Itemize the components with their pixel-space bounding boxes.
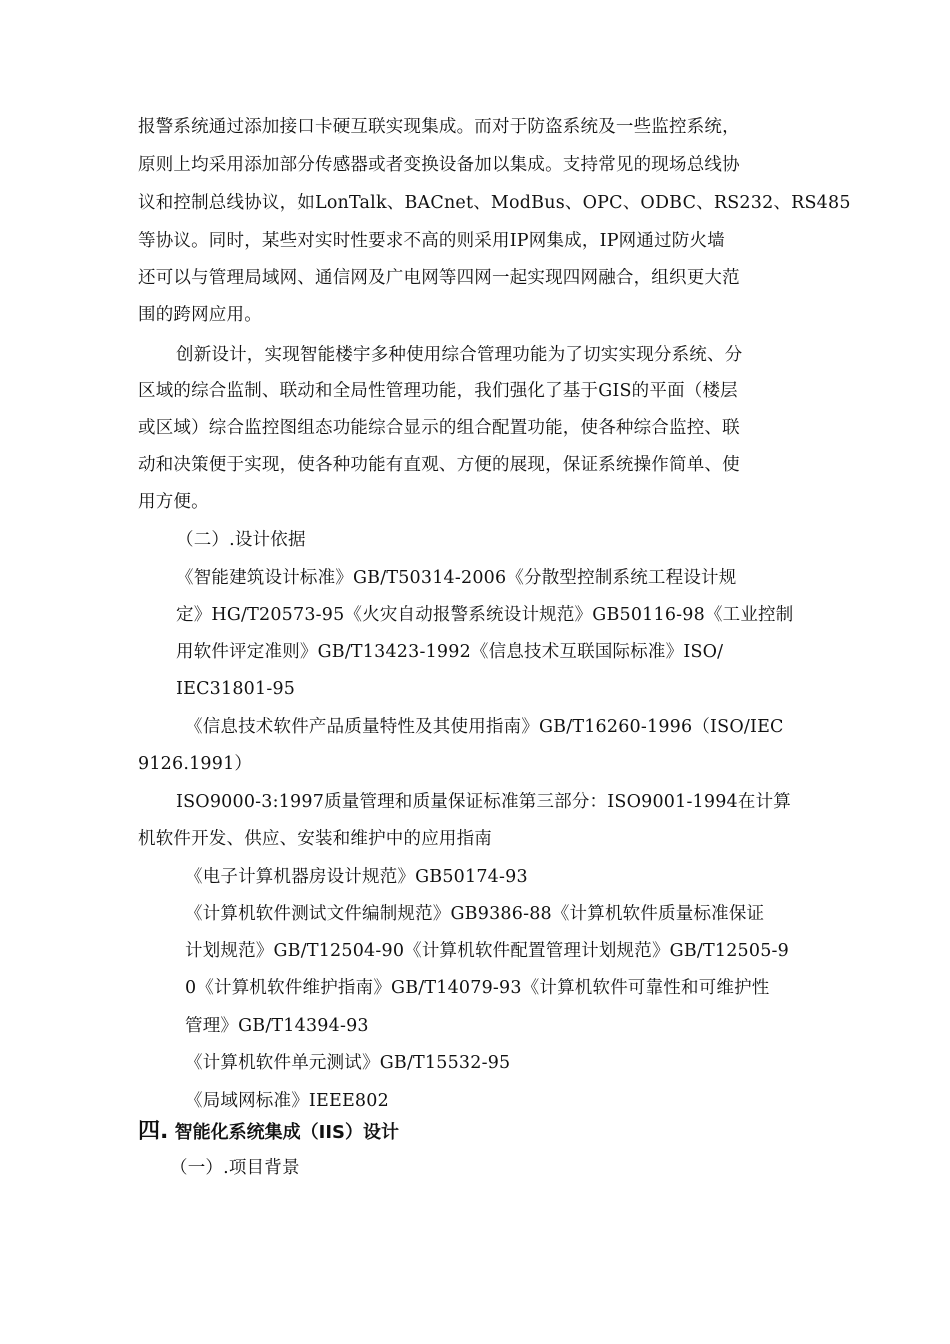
reference-line: 机软件开发、供应、安装和维护中的应用指南 bbox=[138, 829, 492, 849]
reference-line: 计划规范》GB/T12504-90《计算机软件配置管理计划规范》GB/T12505-9 bbox=[185, 941, 789, 961]
chapter-number: 四. bbox=[138, 1119, 169, 1144]
paragraph-1-line: 议和控制总线协议，如LonTalk、BACnet、ModBus、OPC、ODBC、RS232、RS485 bbox=[138, 193, 851, 213]
paragraph-2-line: 动和决策便于实现，使各种功能有直观、方便的展现，保证系统操作简单、使 bbox=[138, 455, 740, 475]
subsection-title: （一）.项目背景 bbox=[170, 1158, 300, 1178]
reference-line: 《电子计算机器房设计规范》GB50174-93 bbox=[185, 867, 528, 887]
paragraph-1-line: 报警系统通过添加接口卡硬互联实现集成。而对于防盗系统及一些监控系统， bbox=[138, 117, 740, 137]
section-title: （二）.设计依据 bbox=[176, 530, 306, 550]
reference-line: ISO9000-3:1997质量管理和质量保证标准第三部分：ISO9001-1994在计算 bbox=[176, 792, 791, 812]
paragraph-1-line: 等协议。同时，某些对实时性要求不高的则采用IP网集成，IP网通过防火墙 bbox=[138, 231, 725, 251]
reference-line: IEC31801-95 bbox=[176, 679, 296, 699]
reference-line: 定》HG/T20573-95《火灾自动报警系统设计规范》GB50116-98《工业控制 bbox=[176, 605, 794, 625]
reference-line: 9126.1991） bbox=[138, 754, 253, 774]
chapter-heading bbox=[138, 1119, 399, 1146]
paragraph-1-line: 原则上均采用添加部分传感器或者变换设备加以集成。支持常见的现场总线协 bbox=[138, 155, 740, 175]
reference-line: 《局域网标准》IEEE802 bbox=[185, 1091, 389, 1111]
paragraph-2-line: 或区域）综合监控图组态功能综合显示的组合配置功能，使各种综合监控、联 bbox=[138, 418, 740, 438]
reference-line: 《计算机软件测试文件编制规范》GB9386-88《计算机软件质量标准保证 bbox=[185, 904, 765, 924]
reference-line: 《计算机软件单元测试》GB/T15532-95 bbox=[185, 1053, 511, 1073]
paragraph-2-line: 创新设计，实现智能楼宇多种使用综合管理功能为了切实实现分系统、分 bbox=[176, 345, 743, 365]
reference-line: 《信息技术软件产品质量特性及其使用指南》GB/T16260-1996（ISO/IEC bbox=[185, 717, 784, 737]
paragraph-1-line: 围的跨网应用。 bbox=[138, 305, 262, 325]
paragraph-2-line: 区域的综合监制、联动和全局性管理功能，我们强化了基于GIS的平面（楼层 bbox=[138, 381, 738, 401]
reference-line: 管理》GB/T14394-93 bbox=[185, 1016, 369, 1036]
chapter-title: 智能化系统集成（IIS）设计 bbox=[174, 1122, 399, 1143]
reference-line: 《智能建筑设计标准》GB/T50314-2006《分散型控制系统工程设计规 bbox=[176, 568, 737, 588]
paragraph-1-line: 还可以与管理局域网、通信网及广电网等四网一起实现四网融合，组织更大范 bbox=[138, 268, 740, 288]
paragraph-2-line: 用方便。 bbox=[138, 492, 209, 512]
reference-line: 0《计算机软件维护指南》GB/T14079-93《计算机软件可靠性和可维护性 bbox=[185, 978, 770, 998]
reference-line: 用软件评定准则》GB/T13423-1992《信息技术互联国际标准》ISO/ bbox=[176, 642, 724, 662]
